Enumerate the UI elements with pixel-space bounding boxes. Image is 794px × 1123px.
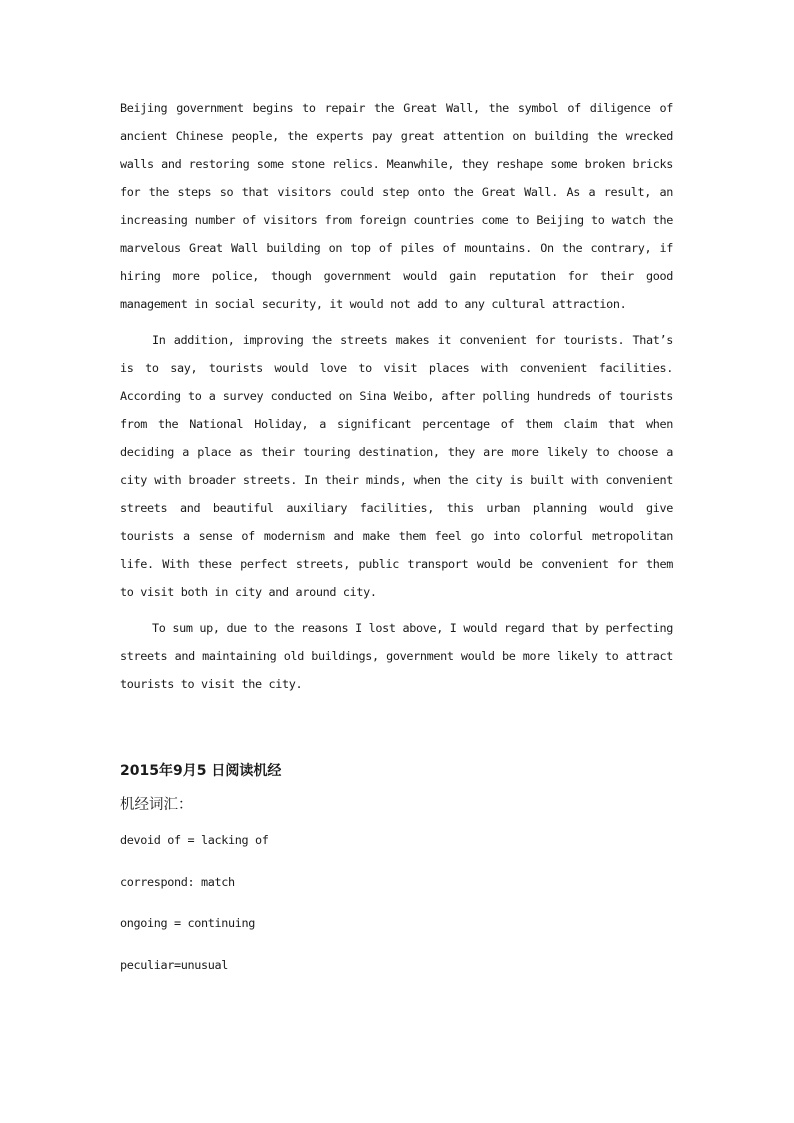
body-paragraph-conclusion: To sum up, due to the reasons I lost above, I would regard that by perfecting streets and maintaining old buildings, government would be more likely to attract tourists to visit the city. (120, 621, 673, 691)
body-paragraph-great-wall: Beijing government begins to repair the Great Wall, the symbol of diligence of ancient Chinese people, the experts pay great attention on building the wrecked walls and restoring some stone relics. Meanwhile, they reshape some broken bricks for the steps so that visitors could step onto the Great Wall. As a result, an increasing number of visitors from foreign countries come to Beijing to watch the marvelous Great Wall building on top of piles of mountains. On the contrary, if hiring more police, though government would gain reputation for their good management in social security, it would not add to any cultural attraction. (120, 101, 673, 311)
vocab-item-correspond: correspond: match (120, 874, 235, 889)
vocab-subheading: 机经词汇： (120, 797, 193, 813)
vocab-item-devoid: devoid of = lacking of (120, 833, 269, 847)
section-heading: 2015年9月5 日阅读机经 (120, 763, 282, 779)
document-page (120, 94, 673, 996)
vocab-item-peculiar: peculiar=unusual (120, 957, 229, 972)
body-paragraph-streets: In addition, improving the streets makes it convenient for tourists. That’s is to say, tourists would love to visit places with convenient facilities. According to a survey conducted on Sina Weibo, after polling hundreds of tourists from the National Holiday, a significant percentage of them claim that when deciding a place as their touring destination, they are more likely to choose a city with broader streets. In their minds, when the city is built with convenient streets and beautiful auxiliary facilities, this urban planning would give tourists a sense of modernism and make them feel go into colorful metropolitan life. With these perfect streets, public transport would be convenient for them to visit both in city and around city. (120, 333, 673, 599)
vocab-item-ongoing: ongoing = continuing (120, 916, 256, 930)
